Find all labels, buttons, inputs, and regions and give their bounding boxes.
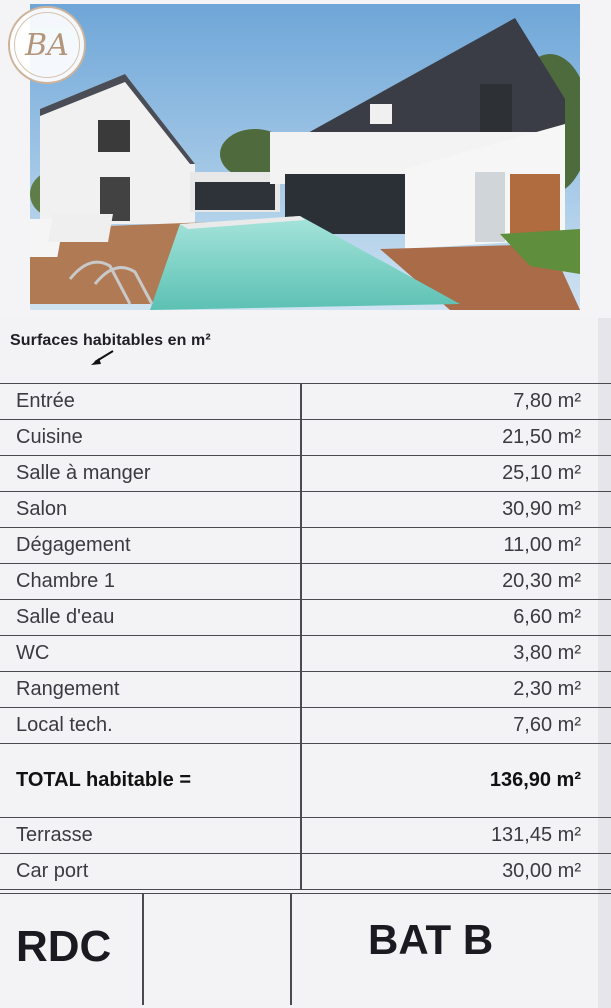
room-area: 20,30 m² xyxy=(502,570,581,592)
section-heading: Surfaces habitables en m² xyxy=(10,332,211,349)
room-area: 25,10 m² xyxy=(502,462,581,484)
room-label: Entrée xyxy=(16,390,75,412)
table-row xyxy=(0,672,611,708)
room-area: 6,60 m² xyxy=(513,606,581,628)
column-divider xyxy=(300,600,302,635)
room-label: Salon xyxy=(16,498,68,520)
room-area: 21,50 m² xyxy=(502,426,581,448)
room-area: 7,80 m² xyxy=(513,390,581,412)
house-scene-image xyxy=(30,4,580,310)
column-divider xyxy=(300,528,302,563)
room-area: 3,80 m² xyxy=(513,642,581,664)
arrow-cursor-icon xyxy=(89,348,115,368)
room-area: 30,90 m² xyxy=(502,498,581,520)
table-row xyxy=(0,456,611,492)
table-row xyxy=(0,600,611,636)
extra-area: 131,45 m² xyxy=(490,824,581,846)
table-row xyxy=(0,528,611,564)
room-label: Cuisine xyxy=(16,426,83,448)
room-label: Local tech. xyxy=(16,714,113,736)
column-divider xyxy=(300,456,302,491)
total-label: TOTAL habitable = xyxy=(16,769,192,791)
surface-table xyxy=(0,383,611,890)
room-label: Salle d'eau xyxy=(16,606,115,628)
table-row xyxy=(0,384,611,420)
room-area: 2,30 m² xyxy=(513,678,581,700)
extra-label: Car port xyxy=(16,860,89,882)
column-divider xyxy=(300,492,302,527)
total-row xyxy=(0,744,611,818)
column-divider xyxy=(300,384,302,419)
column-divider xyxy=(300,636,302,671)
total-area: 136,90 m² xyxy=(489,769,581,791)
column-divider xyxy=(290,894,292,1005)
table-row xyxy=(0,564,611,600)
floor-level: RDC xyxy=(16,922,112,971)
plan-footer xyxy=(0,893,611,1005)
house-rendering xyxy=(0,0,611,318)
column-divider xyxy=(300,708,302,743)
table-row xyxy=(0,854,611,890)
room-label: Dégagement xyxy=(16,534,131,556)
room-label: WC xyxy=(16,642,50,664)
extra-area: 30,00 m² xyxy=(502,860,581,882)
table-row xyxy=(0,636,611,672)
building-name: BAT B xyxy=(368,916,494,963)
room-label: Salle à manger xyxy=(16,462,151,484)
brand-logo xyxy=(8,6,86,84)
column-divider xyxy=(300,420,302,455)
column-divider xyxy=(142,894,144,1005)
table-row xyxy=(0,818,611,854)
room-area: 11,00 m² xyxy=(503,534,581,556)
extra-label: Terrasse xyxy=(16,824,93,846)
column-divider xyxy=(300,854,302,889)
table-row xyxy=(0,492,611,528)
column-divider xyxy=(300,744,302,817)
table-row xyxy=(0,420,611,456)
column-divider xyxy=(300,818,302,853)
table-row xyxy=(0,708,611,744)
column-divider xyxy=(300,564,302,599)
room-label: Chambre 1 xyxy=(16,570,115,592)
logo-monogram: BA xyxy=(14,12,80,78)
room-area: 7,60 m² xyxy=(513,714,581,736)
column-divider xyxy=(300,672,302,707)
room-label: Rangement xyxy=(16,678,120,700)
